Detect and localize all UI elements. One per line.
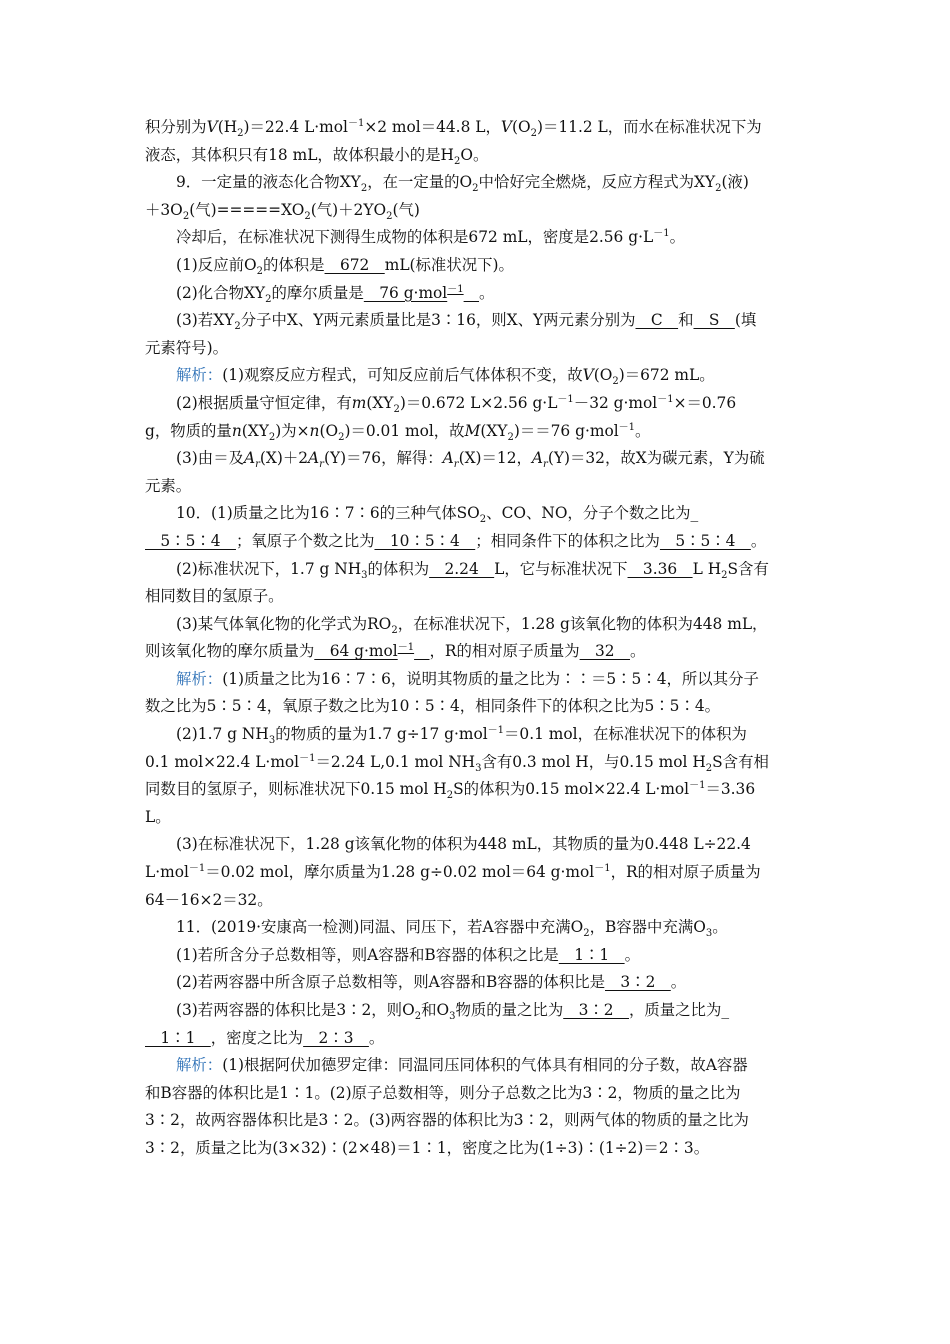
text-line: [145, 280, 810, 308]
text-segment: 2: [530, 128, 537, 140]
text-segment: 2: [182, 210, 190, 222]
text-segment: －1: [689, 780, 706, 792]
answer-blank: －1: [447, 283, 464, 295]
text-line: [145, 114, 810, 142]
text-segment: －1: [653, 228, 670, 240]
text-segment: 。: [670, 973, 687, 992]
text-segment: 的物质的量为1.7 g÷17 g·mol: [275, 725, 488, 744]
text-segment: －32 g·mol: [573, 393, 658, 412]
answer-blank: 3.36: [627, 559, 693, 578]
text-segment: 物质的量之比为: [455, 1001, 564, 1019]
text-segment: (气): [392, 200, 420, 219]
text-line: [145, 942, 810, 970]
text-line: [145, 583, 810, 611]
text-segment: M: [464, 421, 481, 440]
analysis-label: 解析：: [176, 669, 223, 688]
text-segment: (2)1.7 g NH: [176, 725, 269, 744]
text-segment: r: [255, 459, 260, 471]
text-segment: 2: [360, 183, 368, 195]
text-segment: 2: [721, 569, 728, 581]
text-segment: mL(标准状况下)。: [384, 255, 514, 274]
text-segment: 。: [712, 918, 728, 937]
text-segment: (3)某气体氧化物的化学式为RO: [176, 614, 392, 633]
text-segment: g，物质的量: [145, 421, 232, 440]
text-segment: 元素符号)。: [145, 338, 228, 357]
text-line: [145, 556, 810, 584]
text-segment: V: [582, 366, 594, 385]
text-line: [145, 969, 810, 997]
text-segment: (液): [721, 173, 749, 192]
text-segment: －1: [487, 724, 505, 736]
text-segment: (1)反应前O: [176, 255, 257, 274]
text-line: [145, 142, 810, 170]
text-line: [145, 749, 810, 777]
answer-blank: 2.24: [429, 559, 495, 578]
text-segment: (1)若所含分子总数相等，则A容器和B容器的体积之比是: [176, 945, 559, 964]
text-segment: m: [351, 393, 367, 412]
text-line: [145, 390, 810, 418]
text-segment: 2: [386, 210, 393, 222]
answer-blank: 3∶2: [605, 973, 671, 992]
text-segment: ×2 mol＝44.8 L，: [364, 118, 501, 136]
document-page: [145, 114, 810, 1163]
text-segment: 冷却后，在标准状况下测得生成物的体积是672 mL，密度是2.56 g·L: [176, 228, 654, 247]
text-segment: 2: [446, 790, 454, 802]
text-segment: 2: [265, 293, 272, 305]
text-segment: 。: [479, 283, 495, 302]
text-segment: 相同数目的氢原子。: [145, 587, 284, 606]
text-segment: 2: [391, 624, 398, 636]
answer-blank: S: [693, 311, 735, 330]
text-line: [145, 1025, 810, 1053]
text-segment: －1: [347, 117, 365, 129]
text-line: [145, 197, 810, 225]
analysis-label: 解析：: [176, 366, 223, 385]
text-line: [145, 335, 810, 363]
text-segment: 3∶2，故两容器体积比是3∶2。(3)两容器的体积比为3∶2，则两气体的物质的量之比为: [145, 1111, 749, 1130]
text-segment: 分子中X、Y两元素质量比是3∶16，则X、Y两元素分别为: [240, 311, 636, 330]
text-line: [145, 362, 810, 390]
text-segment: 中恰好完全燃烧，反应方程式为XY: [478, 173, 716, 192]
text-segment: S含有相: [712, 752, 769, 771]
text-segment: 2: [612, 376, 619, 388]
text-segment: (Y)＝32，故X为碳元素，Y为硫: [547, 449, 765, 468]
text-segment: 、CO、NO，分子个数之比为_: [486, 504, 699, 523]
text-segment: )＝0.672 L×2.56 g·L: [399, 393, 558, 412]
text-segment: (3)在标准状况下，1.28 g该氧化物的体积为448 mL，其物质的量为0.448 L÷22.4: [176, 835, 751, 854]
text-segment: r: [453, 459, 459, 471]
text-segment: (2)若两容器中所含原子总数相等，则A容器和B容器的体积比是: [176, 973, 605, 992]
answer-blank: 64 g·mol: [314, 642, 398, 661]
text-segment: ，质量之比为_: [628, 1001, 730, 1019]
text-line: [145, 1135, 810, 1163]
text-segment: 2: [268, 431, 276, 443]
text-segment: 液态，其体积只有18 mL，故体积最小的是H: [145, 145, 454, 164]
text-segment: n: [231, 421, 242, 440]
text-segment: (填: [734, 311, 757, 330]
text-line: [145, 721, 810, 749]
text-segment: (2)标准状况下，1.7 g NH: [176, 559, 362, 578]
text-segment: (XY: [480, 421, 508, 440]
text-segment: (O: [593, 366, 613, 385]
text-segment: －1: [618, 421, 636, 433]
text-segment: 0.1 mol×22.4 L·mol: [145, 752, 300, 771]
text-segment: 2: [705, 762, 713, 774]
text-segment: ；相同条件下的体积之比为: [475, 531, 660, 550]
text-segment: ；氧原子个数之比为: [235, 531, 375, 550]
text-segment: L，它与标准状况下: [494, 559, 628, 578]
text-segment: (1)质量之比为16∶7∶6，说明其物质的量之比为∶∶＝5∶5∶4，所以其分子: [222, 669, 759, 688]
text-segment: ＝3.36: [705, 780, 756, 799]
text-line: [145, 914, 810, 942]
text-line: [145, 997, 810, 1025]
text-line: [145, 638, 810, 666]
text-segment: －1: [557, 393, 574, 405]
text-segment: 2: [393, 404, 400, 416]
text-segment: 2: [453, 155, 461, 167]
text-line: [145, 224, 810, 252]
text-segment: (H: [217, 118, 238, 136]
text-segment: S含有: [727, 559, 769, 578]
text-segment: A: [531, 449, 544, 468]
text-segment: 和B容器的体积比是1∶1。(2)原子总数相等，则分子总数之比为3∶2，物质的量之比为: [145, 1083, 741, 1102]
text-segment: 64－16×2＝32。: [145, 890, 273, 909]
text-segment: A: [442, 449, 454, 468]
answer-blank: [414, 642, 429, 660]
text-segment: O。: [460, 145, 489, 164]
text-segment: 9．一定量的液态化合物XY: [176, 173, 361, 192]
text-segment: 。: [669, 228, 685, 247]
text-segment: ，R的相对原子质量为: [429, 642, 580, 661]
answer-blank: C: [635, 311, 679, 330]
text-segment: (O: [512, 118, 531, 136]
text-segment: L·mol: [145, 863, 189, 882]
text-segment: ，密度之比为: [210, 1028, 304, 1047]
text-segment: )＝＝76 g·mol: [513, 421, 619, 440]
text-segment: 2: [237, 128, 244, 140]
text-segment: 则该氧化物的摩尔质量为: [145, 642, 315, 661]
text-segment: (3)由＝及: [176, 449, 244, 468]
text-segment: )＝22.4 L·mol: [243, 118, 348, 136]
text-segment: 。: [750, 531, 767, 550]
answer-blank: 76 g·mol: [363, 283, 448, 302]
text-segment: 。: [629, 642, 646, 661]
text-segment: ，在标准状况下，1.28 g该氧化物的体积为448 mL，: [397, 614, 768, 633]
text-segment: 3: [705, 928, 713, 940]
text-line: [145, 776, 810, 804]
text-segment: 2: [338, 431, 345, 443]
text-segment: 2: [583, 928, 590, 940]
text-segment: 2: [507, 431, 514, 443]
text-line: [145, 528, 810, 556]
text-segment: 数之比为5∶5∶4，氧原子数之比为10∶5∶4，相同条件下的体积之比为5∶5∶4。: [145, 697, 721, 716]
text-segment: ，R的相对原子质量为: [610, 863, 761, 882]
text-segment: )＝0.01 mol，故: [344, 421, 465, 440]
text-segment: V: [206, 118, 218, 136]
text-segment: 10．(1)质量之比为16∶7∶6的三种气体SO: [176, 504, 480, 523]
text-segment: (X)＝12，: [458, 449, 532, 468]
text-segment: ＝2.24 L,0.1 mol NH: [315, 752, 476, 771]
text-segment: ＋3O: [145, 200, 183, 219]
text-line: [145, 666, 810, 694]
text-segment: L。: [145, 807, 171, 826]
text-line: [145, 473, 810, 501]
text-segment: 3: [361, 569, 368, 581]
text-segment: 3: [449, 1011, 456, 1023]
text-segment: 3∶2，质量之比为(3×32)∶(2×48)＝1∶1，密度之比为(1÷3)∶(1÷2)＝2∶3。: [145, 1138, 710, 1157]
text-segment: 11．(2019·安康高一检测)同温、同压下，若A容器中充满O: [176, 918, 584, 937]
text-segment: 和O: [421, 1001, 450, 1019]
text-segment: 。: [368, 1028, 385, 1047]
text-segment: 的体积是: [262, 255, 325, 274]
text-segment: (XY: [366, 393, 394, 412]
text-segment: 2: [479, 514, 487, 526]
text-segment: (XY: [241, 421, 269, 440]
text-line: [145, 445, 810, 473]
text-segment: (2)根据质量守恒定律，有: [176, 393, 352, 412]
text-line: [145, 500, 810, 528]
text-segment: ，在一定量的O: [367, 173, 473, 192]
answer-blank: 1∶1: [145, 1028, 211, 1047]
text-segment: (1)根据阿伏加德罗定律：同温同压同体积的气体具有相同的分子数，故A容器: [222, 1056, 748, 1075]
text-segment: )＝672 mL。: [618, 366, 715, 385]
text-line: [145, 1080, 810, 1108]
text-line: [145, 252, 810, 280]
text-segment: (3)若XY: [176, 311, 235, 330]
answer-blank: [464, 284, 479, 302]
text-segment: －1: [657, 393, 674, 405]
text-segment: 2: [234, 321, 241, 333]
text-line: [145, 1107, 810, 1135]
text-segment: 元素。: [145, 476, 192, 495]
text-segment: 的摩尔质量是: [271, 283, 364, 302]
text-segment: A: [243, 449, 256, 468]
text-segment: S的体积为0.15 mol×22.4 L·mol: [453, 780, 690, 799]
text-line: [145, 804, 810, 832]
text-line: [145, 169, 810, 197]
text-segment: 2: [304, 210, 311, 222]
text-segment: ×＝0.76: [673, 393, 737, 412]
text-segment: (X)＋2: [259, 449, 309, 468]
text-segment: (气)＋2YO: [310, 200, 387, 219]
text-segment: －1: [299, 752, 316, 764]
text-segment: 。: [635, 421, 651, 440]
text-line: [145, 307, 810, 335]
text-segment: (O: [319, 421, 339, 440]
text-segment: A: [308, 449, 320, 468]
text-segment: 3: [268, 735, 276, 747]
answer-blank: 5∶5∶4: [659, 531, 751, 550]
text-line: [145, 859, 810, 887]
analysis-label: 解析：: [176, 1056, 223, 1075]
answer-blank: 1∶1: [558, 945, 625, 964]
text-line: [145, 831, 810, 859]
text-segment: ＝0.1 mol，在标准状况下的体积为: [504, 725, 747, 744]
text-line: [145, 887, 810, 915]
text-segment: r: [319, 459, 324, 471]
text-segment: 2: [256, 266, 263, 278]
text-segment: 和: [678, 311, 694, 330]
text-segment: ，B容器中充满O: [589, 918, 706, 937]
text-segment: －1: [188, 862, 206, 874]
text-segment: 同数目的氢原子，则标准状况下0.15 mol H: [145, 780, 447, 799]
text-segment: (3)若两容器的体积比是3∶2，则O: [176, 1001, 415, 1019]
answer-blank: 5∶5∶4: [145, 531, 236, 550]
text-segment: 2: [715, 183, 722, 195]
text-segment: 积分别为: [145, 118, 207, 136]
text-segment: 2: [414, 1011, 422, 1023]
text-line: [145, 611, 810, 639]
text-segment: L H: [692, 559, 722, 578]
answer-blank: 2∶3: [303, 1028, 369, 1047]
text-line: [145, 418, 810, 446]
text-segment: 3: [475, 762, 482, 774]
text-segment: 含有0.3 mol H，与0.15 mol H: [481, 752, 706, 771]
text-segment: n: [309, 421, 320, 440]
text-segment: 的体积为: [367, 559, 430, 578]
answer-blank: 32: [579, 642, 630, 661]
text-segment: r: [543, 459, 548, 471]
answer-blank: 672: [324, 255, 385, 274]
text-segment: －1: [594, 862, 611, 874]
answer-blank: 3∶2: [563, 1001, 629, 1019]
text-segment: V: [500, 118, 512, 136]
text-line: [145, 1052, 810, 1080]
answer-blank: 10∶5∶4: [374, 531, 476, 550]
text-segment: 。: [624, 945, 640, 964]
text-line: [145, 693, 810, 721]
text-segment: (气)=====XO: [189, 200, 305, 219]
text-segment: )为×: [275, 421, 310, 440]
text-segment: (Y)＝76，解得：: [323, 449, 443, 468]
text-segment: ＝0.02 mol，摩尔质量为1.28 g÷0.02 mol＝64 g·mol: [205, 863, 595, 882]
text-segment: 2: [472, 183, 479, 195]
text-segment: (1)观察反应方程式，可知反应前后气体体积不变，故: [222, 366, 583, 385]
answer-blank: －1: [397, 642, 415, 654]
text-segment: )＝11.2 L，而水在标准状况下为: [537, 118, 762, 136]
text-segment: (2)化合物XY: [176, 283, 266, 302]
